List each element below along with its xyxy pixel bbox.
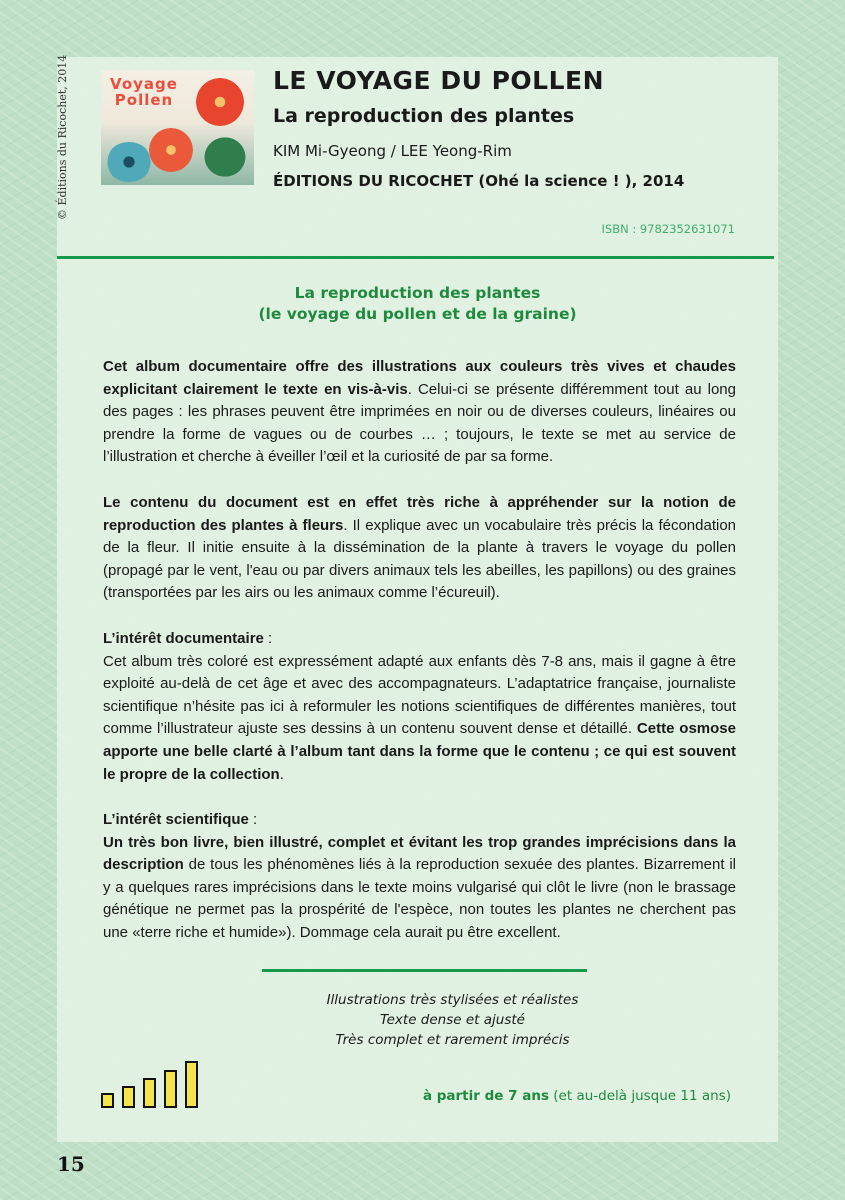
paragraph-4-bold: Un très bon livre, bien illustré, complet et évitant les trop grandes imprécisions dans la description	[103, 833, 736, 874]
summary-line-1: Illustrations très stylisées et réalistes	[326, 992, 579, 1008]
heading-scientific-colon: :	[248, 811, 258, 829]
copyright-credit: © Éditions du Ricochet, 2014	[56, 54, 69, 220]
summary	[57, 990, 845, 1050]
section-title	[57, 283, 778, 325]
heading-scientific	[103, 809, 736, 832]
heading-documentary-colon: :	[263, 629, 273, 647]
review-body	[103, 356, 736, 968]
book-cover-image	[101, 70, 254, 185]
paragraph-4	[103, 832, 736, 945]
paragraph-3-end: .	[279, 765, 284, 783]
difficulty-level-bars	[101, 1058, 211, 1108]
paragraph-2-text: . Il explique avec un vocabulaire très précis la fécondation de la fleur. Il initie ensuite à la dissémination de la plante à travers le voyage du pollen (propagé par le vent, l'eau ou par divers animaux tels les abeilles, les papillons) ou des graines (transportées par les airs ou les animaux comme l’écureuil).	[103, 516, 737, 602]
level-bar-4	[164, 1070, 177, 1108]
age-range: (et au-delà jusque 11 ans)	[549, 1088, 731, 1104]
paragraph-1	[103, 356, 736, 469]
cover-flower-blue-icon	[106, 142, 152, 182]
isbn: ISBN : 9782352631071	[601, 222, 735, 236]
section-title-line1: La reproduction des plantes	[294, 284, 541, 302]
book-title: LE VOYAGE DU POLLEN	[273, 66, 605, 95]
cover-flower-red-icon	[149, 128, 193, 172]
cover-title	[109, 76, 179, 108]
paragraph-2-bold: Le contenu du document est en effet très riche à appréhender sur la notion de reproduction des plantes à fleurs	[103, 493, 736, 534]
heading-documentary-label: L’intérêt documentaire	[103, 629, 264, 647]
book-subtitle: La reproduction des plantes	[273, 105, 575, 127]
summary-line-2: Texte dense et ajusté	[380, 1012, 525, 1028]
summary-line-3: Très complet et rarement imprécis	[335, 1032, 570, 1048]
summary-divider	[262, 969, 587, 972]
heading-documentary	[103, 628, 736, 651]
level-bar-2	[122, 1086, 135, 1108]
level-bar-3	[143, 1078, 156, 1108]
page-number: 15	[57, 1152, 85, 1176]
cover-leaf-icon	[199, 132, 251, 182]
paragraph-3	[103, 651, 736, 787]
paragraph-3-bold: Cette osmose apporte une belle clarté à l’album tant dans la forme que le contenu ; ce qui est souvent le propre de la collection	[103, 720, 736, 783]
paragraph-4-text: de tous les phénomènes liés à la reproduction sexuée des plantes. Bizarrement il y a quelques rares imprécisions dans le texte moins vulgarisé qui clôt le livre (non le brassage génétique ne permet pas la prospérité de l'espèce, non toutes les plantes ne cherchent pas une «terre riche et humide»). Dommage cela aurait pu être excellent.	[103, 856, 736, 942]
level-bar-1	[101, 1093, 114, 1108]
section-title-line2: (le voyage du pollen et de la graine)	[258, 305, 577, 323]
book-authors: KIM Mi-Gyeong / LEE Yeong-Rim	[273, 142, 512, 160]
cover-title-line1: Voyage	[110, 75, 178, 93]
cover-flower-red-icon	[196, 78, 244, 126]
heading-scientific-label: L’intérêt scientifique	[103, 811, 249, 829]
paragraph-1-text: . Celui-ci se présente différemment tout au long des pages : les phrases peuvent être imprimées en noir ou de diverses couleurs, linéaires ou prendre la forme de vagues ou de courbes … ; toujours, le texte se met au service de l’illustration et cherche à éveiller l’œil et la curiosité de par sa forme.	[103, 380, 736, 466]
header-divider	[57, 256, 774, 259]
paragraph-2	[103, 492, 736, 605]
age-min: à partir de 7 ans	[422, 1088, 549, 1104]
book-publisher: ÉDITIONS DU RICOCHET (Ohé la science ! ), 2014	[273, 172, 685, 190]
paragraph-3-text: Cet album très coloré est expressément adapté aux enfants dès 7-8 ans, mais il gagne à être exploité au-delà de cet âge et avec des accompagnateurs. L’adaptatrice française, journaliste scientifique n’hésite pas ici à reformuler les notions scientifiques de différentes manières, tout comme l’illustrateur ajuste ses dessins à un contenu souvent dense et détaillé.	[103, 652, 736, 738]
age-recommendation	[423, 1088, 731, 1104]
cover-title-line2: Pollen	[114, 91, 174, 109]
level-bar-5	[185, 1061, 198, 1108]
paragraph-1-bold: Cet album documentaire offre des illustrations aux couleurs très vives et chaudes explicitant clairement le texte en vis-à-vis	[103, 358, 736, 398]
